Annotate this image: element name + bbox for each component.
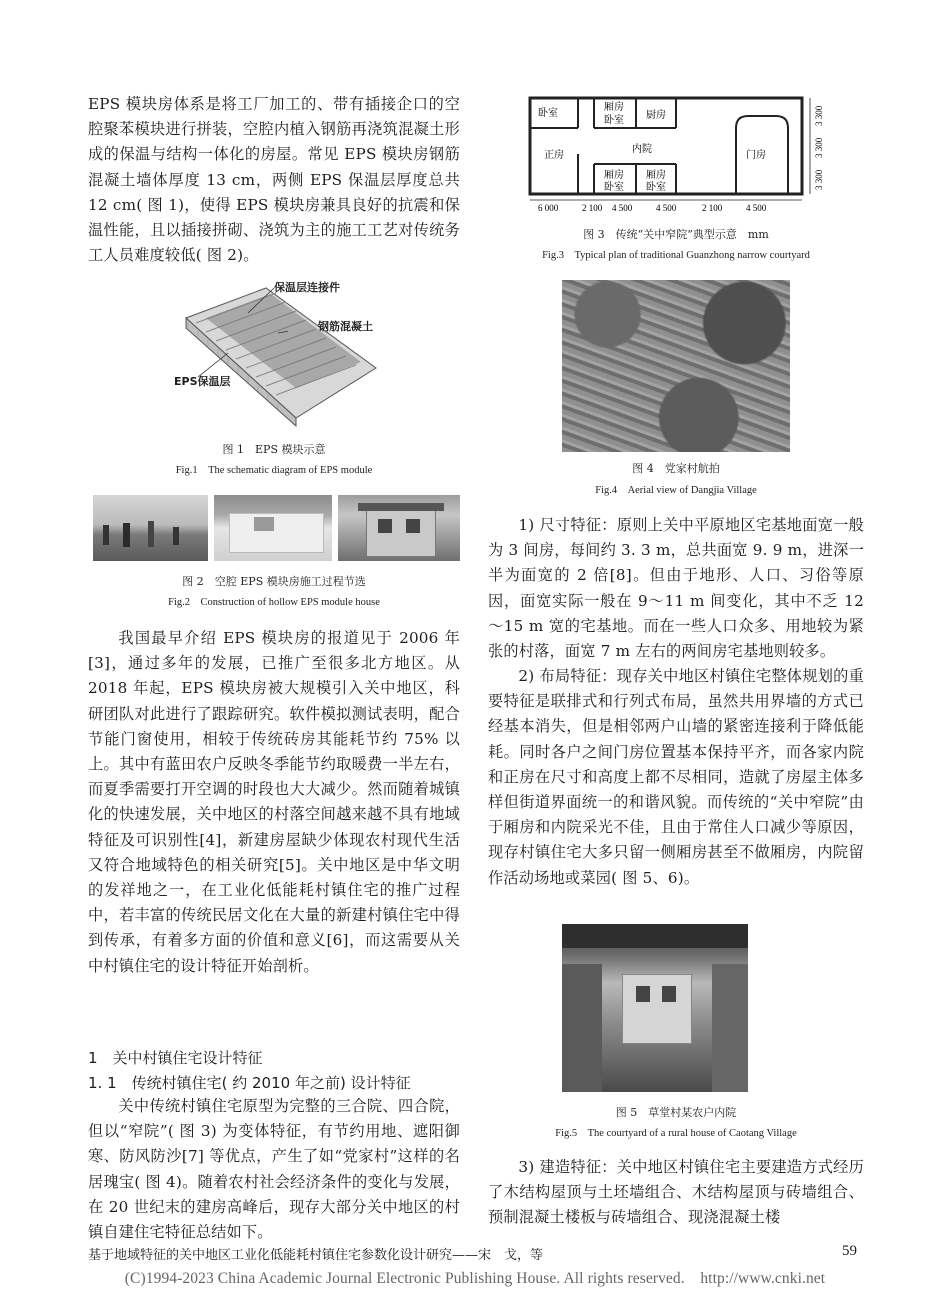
- fig4-caption-en: Fig.4 Aerial view of Dangjia Village: [595, 485, 757, 496]
- fig3-room-11: 门房: [746, 150, 766, 161]
- fig3-side-dim-1: 3 300: [814, 105, 824, 126]
- intro-paragraph: [88, 92, 460, 268]
- right-paragraph-3: [488, 1155, 864, 1231]
- section-heading-1: 1 关中村镇住宅设计特征: [88, 1049, 263, 1067]
- fig3-dim-5: 2 100: [702, 203, 723, 213]
- fig2-photo-3: [338, 495, 460, 561]
- fig3-room-10: 卧室: [646, 182, 666, 193]
- body-text-2: 我国最早介绍 EPS 模块房的报道见于 2006 年[3]，通过多年的发展，已推广至很多北方地区。从 2018 年起，EPS 模块房被大规模引入关中地区，科研团队对此进行了跟踪研究。软件模拟测试表明，配合节能门窗使用，相较于传统砖房其能耗节约 75% 以上。其中有蓝田农户反映冬季能节约取暖费一半左右，而夏季需要打开空调的时段也大大减少。然而随着城镇化的快速发展，关中地区的村落空间越来越不具有地域特征及可识别性[4]，新建房屋缺少体现农村现代生活又符合地域特色的相关研究[5]。关中地区是中华文明的发祥地之一，在工业化低能耗村镇住宅的推广过程中，若丰富的传统民居文化在大量的新建村镇住宅中得到传承，有着多方面的价值和意义[6]，而这需要从关中村镇住宅的设计特征开始剖析。: [88, 629, 460, 975]
- body-paragraph-3: [88, 1094, 460, 1245]
- fig4-caption-cn: 图 4 党家村航拍: [632, 462, 720, 475]
- fig3-floor-plan: [526, 94, 826, 216]
- fig3-dim-4: 4 500: [656, 203, 677, 213]
- fig2-photo-1: [93, 495, 208, 561]
- fig2-photo-2: [214, 495, 332, 561]
- fig3-room-8: 卧室: [604, 182, 624, 193]
- fig1-label-connector: 保温层连接件: [274, 281, 340, 294]
- fig3-room-2: 正房: [544, 150, 564, 161]
- page-number: 59: [842, 1243, 857, 1259]
- fig3-room-5: 厨房: [646, 110, 666, 121]
- running-footer-title: 基于地域特征的关中地区工业化低能耗村镇住宅参数化设计研究——宋 戈，等: [88, 1248, 544, 1263]
- right-text-2: 2) 布局特征：现存关中地区村镇住宅整体规划的重要特征是联排式和行列式布局，虽然共用界墙的方式已经基本消失，但是相邻两户山墙的紧密连接利于降低能耗。同时各户之间门房位置基本保持平齐，而各家内院和正房在尺寸和高度上都不尽相同，造就了房屋主体多样但街道界面统一的和谐风貌。而传统的“关中窄院”由于厢房和内院采光不佳，且由于常住人口减少等原因，现存村镇住宅大多只留一侧厢房甚至不做厢房，内院留作活动场地或菜园( 图 5、6)。: [488, 667, 864, 887]
- fig5-caption-en: Fig.5 The courtyard of a rural house of Caotang Village: [555, 1128, 797, 1139]
- fig3-side-dim-2: 3 300: [814, 137, 824, 158]
- fig3-room-7: 厢房: [604, 170, 624, 181]
- fig3-room-3: 厢房: [604, 102, 624, 113]
- fig3-room-6: 内院: [632, 144, 652, 155]
- fig3-room-9: 厢房: [646, 170, 666, 181]
- fig1-label-eps: EPS保温层: [174, 375, 231, 388]
- fig2-caption-cn: 图 2 空腔 EPS 模块房施工过程节选: [182, 575, 366, 588]
- fig3-dim-2: 2 100: [582, 203, 603, 213]
- right-paragraph-2: [488, 664, 864, 891]
- body-text-3: 关中传统村镇住宅原型为完整的三合院、四合院，但以“窄院”( 图 3) 为变体特征，有节约用地、遮阳御寒、防风防沙[7] 等优点，产生了如“党家村”这样的名居瑰宝( 图 4)。随着农村社会经济条件的变化与发展，在 20 世纪末的建房高峰后，现存大部分关中地区的村镇自建住宅特征总结如下。: [88, 1097, 460, 1242]
- fig1-leader-lines: [198, 283, 288, 383]
- fig3-room-4: 卧室: [604, 115, 624, 126]
- fig3-caption-cn: 图 3 传统“关中窄院”典型示意 mm: [583, 228, 769, 241]
- intro-text: EPS 模块房体系是将工厂加工的、带有插接企口的空腔聚苯模块进行拼装，空腔内植入钢筋再浇筑混凝土形成的保温与结构一体化的房屋。常见 EPS 模块房钢筋混凝土墙体厚度 13 cm，两侧 EPS 保温层厚度总共 12 cm( 图 1)，使得 EPS 模块房兼具良好的抗震和保温性能，且以插接拼砌、浇筑为主的施工工艺对传统务工人员难度较低( 图 2)。: [88, 95, 460, 265]
- section-heading-1-1: 1. 1 传统村镇住宅( 约 2010 年之前) 设计特征: [88, 1074, 411, 1092]
- fig1-caption-en: Fig.1 The schematic diagram of EPS module: [175, 465, 373, 476]
- fig1-caption-cn: 图 1 EPS 模块示意: [222, 443, 326, 456]
- fig4-aerial-photo: [562, 280, 790, 452]
- fig3-caption-en: Fig.3 Typical plan of traditional Guanzhong narrow courtyard: [542, 250, 810, 261]
- fig5-caption-cn: 图 5 草堂村某农户内院: [615, 1106, 737, 1119]
- fig3-room-1: 卧室: [538, 108, 558, 119]
- fig3-dim-1: 6 000: [538, 203, 559, 213]
- fig3-dim-3: 4 500: [612, 203, 633, 213]
- fig3-dim-6: 4 500: [746, 203, 767, 213]
- right-text-1: 1) 尺寸特征：原则上关中平原地区宅基地面宽一般为 3 间房，每间约 3. 3 m，总共面宽 9. 9 m，进深一半为面宽的 2 倍[8]。但由于地形、人口、习俗等原因，面宽实际一般在 9～11 m 间变化，其中不乏 12～15 m 宽的宅基地。而在一些人口众多、用地较为紧张的村落，面宽 7 m 左右的两间房宅基地则较多。: [488, 516, 864, 661]
- right-text-3: 3) 建造特征：关中地区村镇住宅主要建造方式经历了木结构屋顶与土坯墙组合、木结构屋顶与砖墙组合、预制混凝土楼板与砖墙组合、现浇混凝土楼: [488, 1158, 864, 1227]
- fig5-courtyard-photo: [562, 924, 748, 1092]
- cnki-watermark: (C)1994-2023 China Academic Journal Electronic Publishing House. All rights reserved. http://www.cnki.net: [124, 1270, 826, 1287]
- fig3-side-dim-3: 3 300: [814, 169, 824, 190]
- fig2-caption-en: Fig.2 Construction of hollow EPS module house: [168, 597, 380, 608]
- right-paragraph-1: [488, 513, 864, 664]
- body-paragraph-2: [88, 626, 460, 979]
- fig1-label-concrete: 钢筋混凝土: [318, 320, 373, 333]
